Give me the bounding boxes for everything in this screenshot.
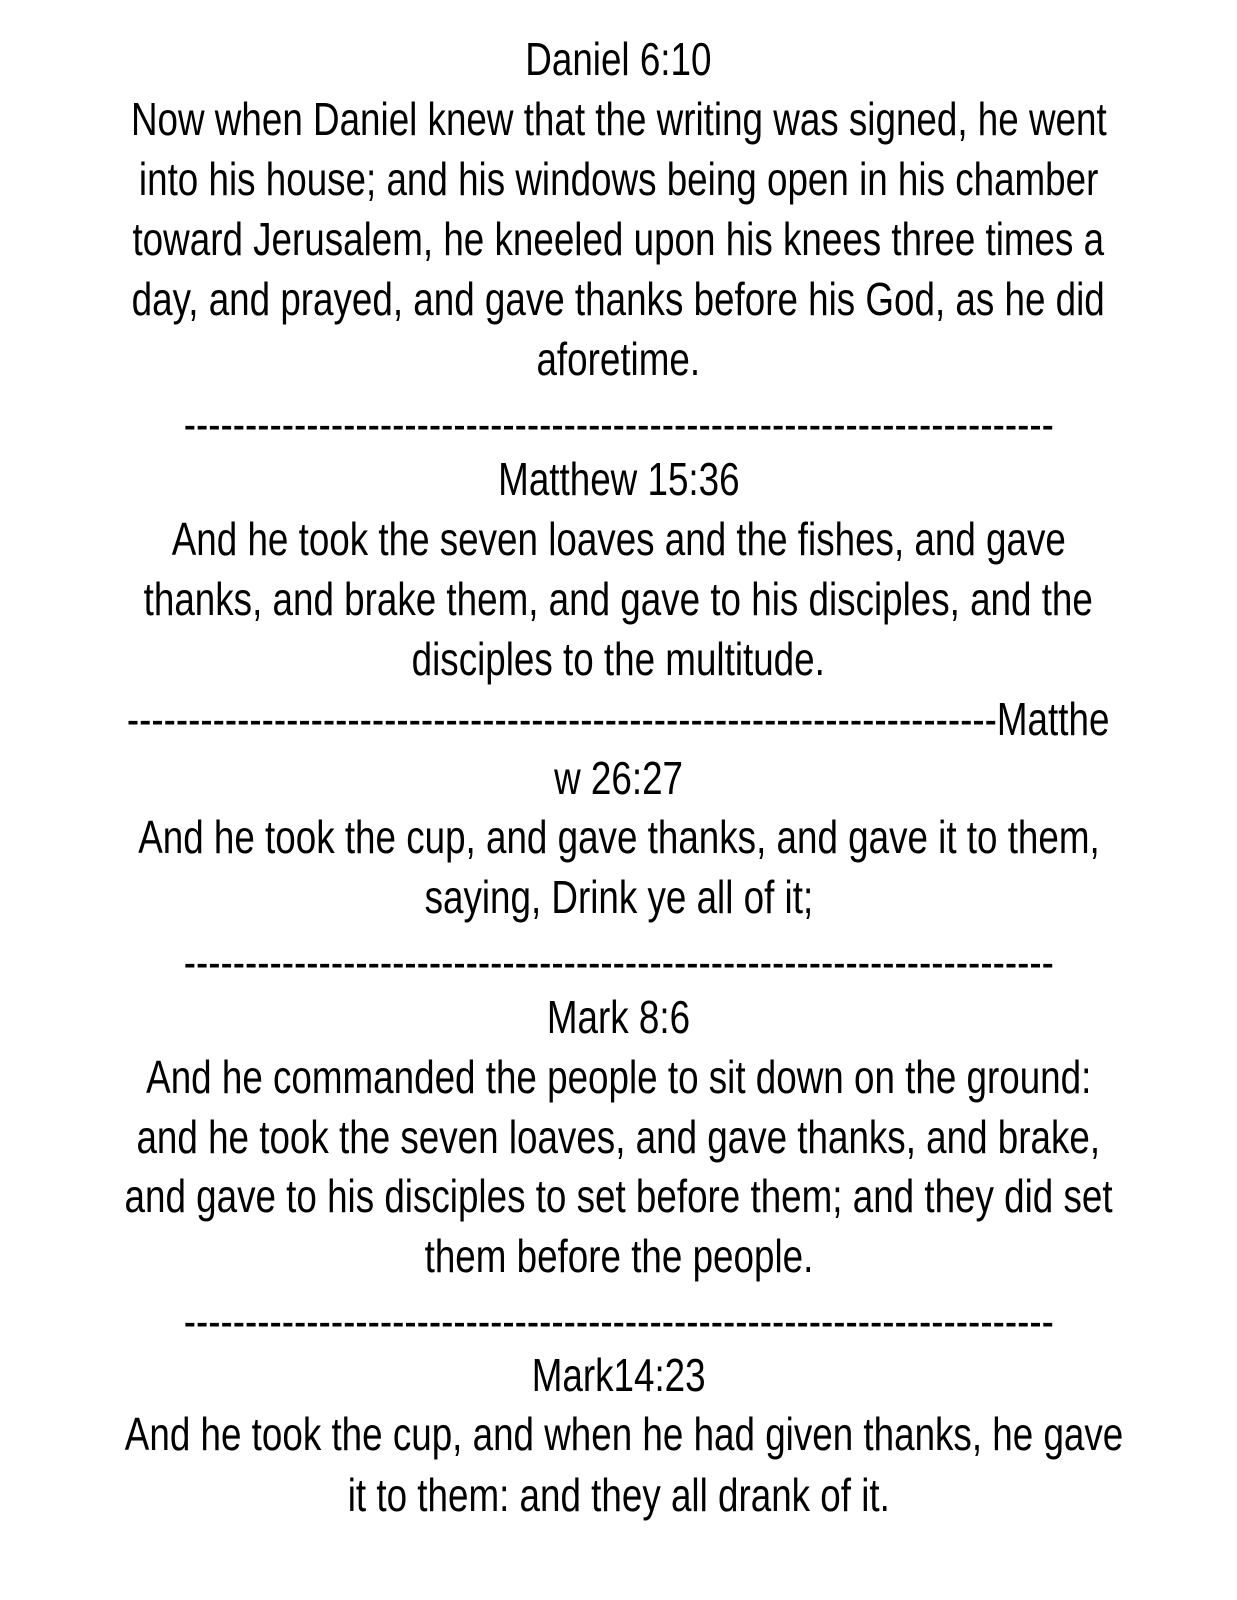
verse-text: And he took the cup, and when he had given thanks, he gave xyxy=(124,1408,1124,1460)
reference-text: Matthew 15:36 xyxy=(497,453,740,505)
verse-text: them before the people. xyxy=(424,1230,813,1282)
verse-line xyxy=(0,1405,1237,1464)
verse-text: And he took the seven loaves and the fishes, and gave xyxy=(171,513,1066,565)
verse-line xyxy=(0,1048,1237,1107)
separator-text: -----------------------------------------------------------------------Matthe xyxy=(127,693,1110,745)
verse-line xyxy=(0,1466,1237,1525)
separator-text: ----------------------------------------------------------------------- xyxy=(183,936,1054,988)
verse-line xyxy=(0,808,1237,867)
reference-mark-14-23 xyxy=(0,1346,1237,1405)
verse-line xyxy=(0,150,1237,209)
reference-daniel-6-10 xyxy=(0,30,1237,89)
reference-text: Mark14:23 xyxy=(531,1349,706,1401)
verse-text: thanks, and brake them, and gave to his disciples, and the xyxy=(143,573,1094,625)
verse-line xyxy=(0,210,1237,269)
reference-text: Daniel 6:10 xyxy=(525,33,712,85)
verse-line xyxy=(0,270,1237,329)
verse-text: And he commanded the people to sit down on the ground: xyxy=(145,1051,1092,1103)
verse-text: day, and prayed, and gave thanks before his God, as he did xyxy=(131,273,1106,325)
verse-text: toward Jerusalem, he kneeled upon his knees three times a xyxy=(132,213,1105,265)
verse-text: saying, Drink ye all of it; xyxy=(424,871,813,923)
verse-text: into his house; and his windows being open in his chamber xyxy=(138,153,1099,205)
verse-line xyxy=(0,1167,1237,1226)
reference-matthew-26-27-continued xyxy=(0,749,1237,808)
verse-line xyxy=(0,630,1237,689)
reference-text: Mark 8:6 xyxy=(546,991,691,1043)
verse-line xyxy=(0,868,1237,927)
verse-text: and gave to his disciples to set before them; and they did set xyxy=(124,1170,1113,1222)
verse-text: it to them: and they all drank of it. xyxy=(347,1469,890,1521)
separator-text: ----------------------------------------------------------------------- xyxy=(183,1295,1054,1347)
separator-text: ----------------------------------------------------------------------- xyxy=(183,398,1054,450)
verse-text: And he took the cup, and gave thanks, and gave it to them, xyxy=(137,811,1100,863)
dashed-separator-with-reference xyxy=(0,690,1237,749)
verse-text: disciples to the multitude. xyxy=(411,633,826,685)
verse-text: and he took the seven loaves, and gave thanks, and brake, xyxy=(136,1111,1101,1163)
dashed-separator xyxy=(0,1292,1237,1351)
verse-line xyxy=(0,510,1237,569)
verse-text: Now when Daniel knew that the writing was signed, he went xyxy=(130,93,1107,145)
verse-text: aforetime. xyxy=(536,333,701,385)
verse-line xyxy=(0,330,1237,389)
verse-line xyxy=(0,570,1237,629)
verse-line xyxy=(0,1227,1237,1286)
verse-line xyxy=(0,90,1237,149)
reference-matthew-15-36 xyxy=(0,450,1237,509)
verse-line xyxy=(0,1108,1237,1167)
reference-text: w 26:27 xyxy=(554,752,683,804)
reference-mark-8-6 xyxy=(0,988,1237,1047)
dashed-separator xyxy=(0,933,1237,992)
dashed-separator xyxy=(0,395,1237,454)
